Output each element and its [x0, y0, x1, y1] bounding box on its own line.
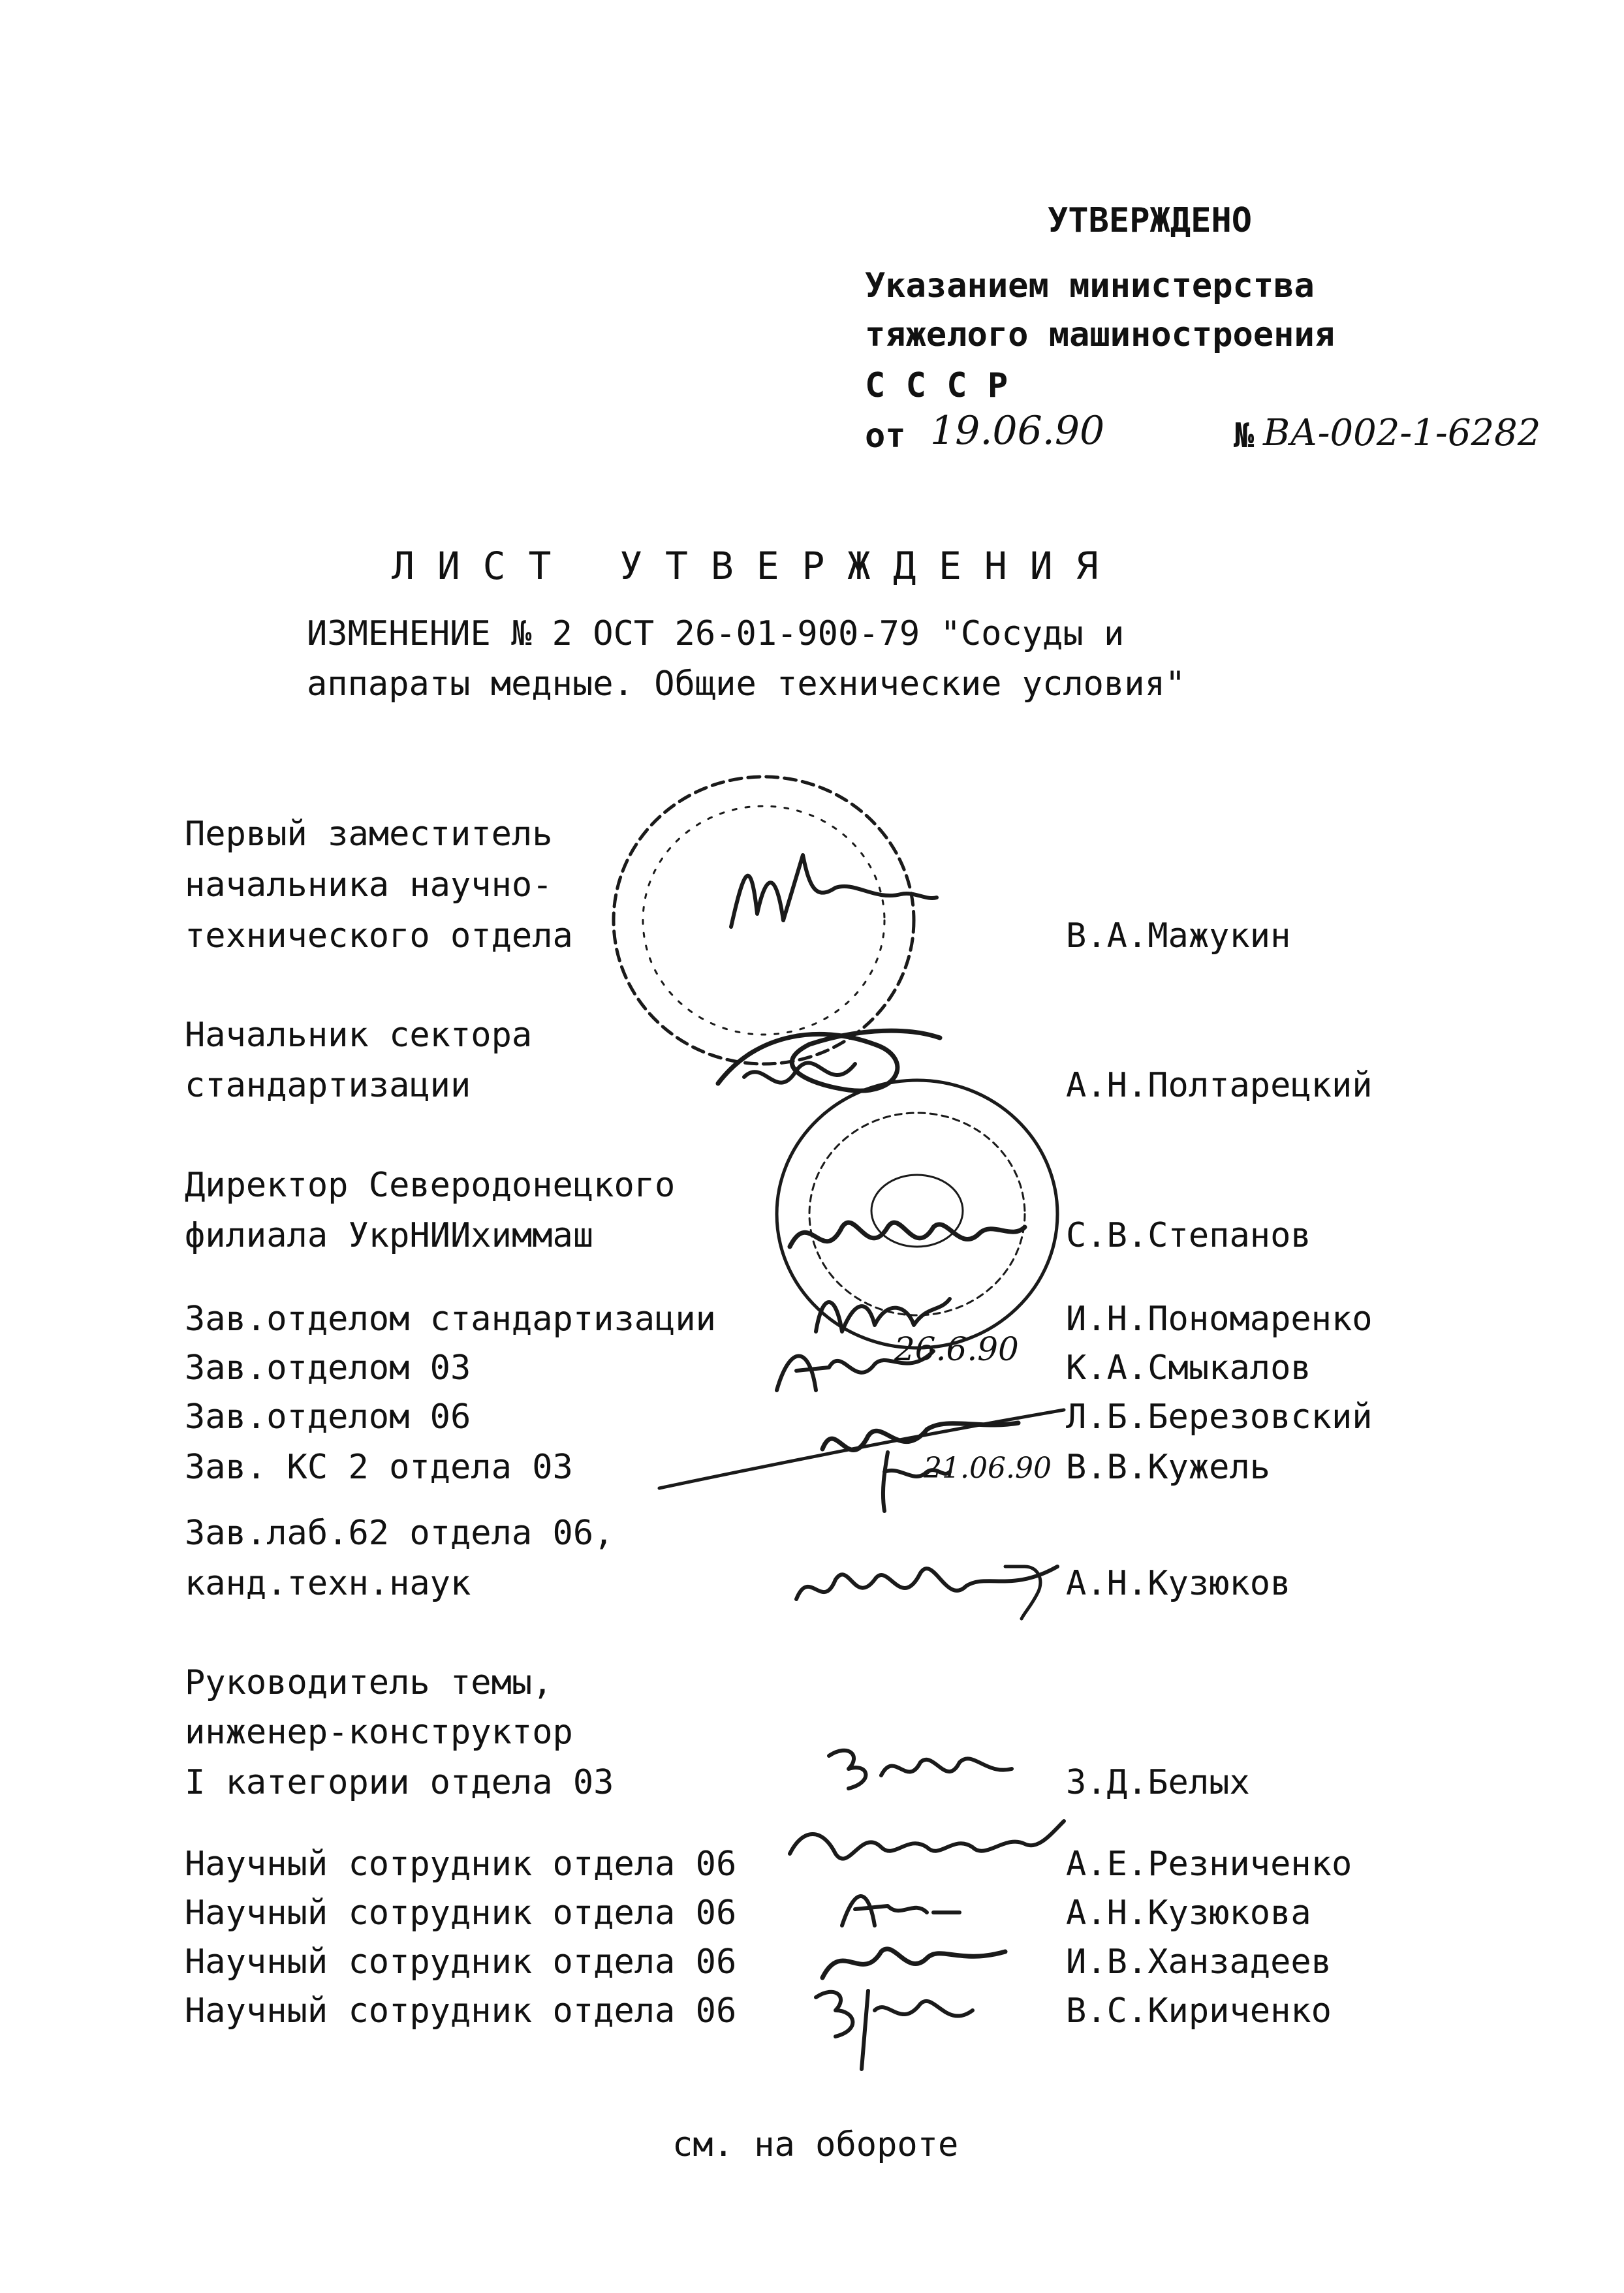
signature-mazhukin [705, 829, 940, 973]
signatory-4-position: Зав.отделом стандартизации [185, 1300, 716, 1339]
signature-kuzyukov [790, 1540, 1064, 1625]
approval-date: 19.06.90 [930, 408, 1105, 454]
signatory-3-position-line-2: филиала УкрНИИхиммаш [185, 1216, 594, 1255]
signatory-7-position: Зав. КС 2 отдела 03 [185, 1448, 573, 1487]
handwritten-date-1: 26.6.90 [894, 1330, 1019, 1368]
signatory-1-position-line-2: начальника научно- [185, 866, 553, 905]
signatory-3-name: С.В.Степанов [1066, 1216, 1311, 1255]
signatory-7-name: В.В.Кужель [1066, 1448, 1271, 1487]
signatory-1-position-line-3: технического отдела [185, 916, 573, 956]
signatory-9-name: З.Д.Белых [1066, 1763, 1250, 1802]
signatory-11-position: Научный сотрудник отдела 06 [185, 1894, 737, 1933]
approval-date-prefix: от [865, 416, 906, 456]
signatory-9-position-line-1: Руководитель темы, [185, 1663, 553, 1702]
document-title: Л И С Т У Т В Е Р Ж Д Е Н И Я [392, 544, 1099, 588]
title-line-2: аппараты медные. Общие технические условия" [307, 664, 1186, 704]
approval-heading: УТВЕРЖДЕНО [1048, 201, 1253, 240]
signatory-8-position-line-1: Зав.лаб.62 отдела 06, [185, 1514, 614, 1553]
signatory-10-name: А.Е.Резниченко [1066, 1845, 1352, 1884]
signatory-6-position: Зав.отделом 06 [185, 1397, 471, 1437]
handwritten-date-2: 21.06.90 [924, 1452, 1052, 1485]
title-line-1: ИЗМЕНЕНИЕ № 2 ОСТ 26-01-900-79 "Сосуды и [307, 614, 1125, 653]
signature-reznichenko [783, 1808, 1070, 1880]
signature-stepanov [783, 1194, 1031, 1273]
approval-line-1: Указанием министерства [865, 266, 1315, 305]
signatory-2-name: А.Н.Полтарецкий [1066, 1066, 1373, 1105]
signatory-1-name: В.А.Мажукин [1066, 916, 1291, 956]
signatory-4-name: И.Н.Пономаренко [1066, 1300, 1373, 1339]
signature-poltaretsky [705, 1005, 953, 1123]
signatory-1-position-line-1: Первый заместитель [185, 815, 553, 854]
signatory-10-position: Научный сотрудник отдела 06 [185, 1845, 737, 1884]
signatory-3-position-line-1: Директор Северодонецкого [185, 1166, 676, 1205]
signature-kirichenko [803, 1971, 999, 2076]
signatory-2-position-line-2: стандартизации [185, 1066, 471, 1105]
approval-number: ВА-002-1-6282 [1263, 412, 1541, 454]
signatory-12-position: Научный сотрудник отдела 06 [185, 1942, 737, 1982]
signatory-8-name: А.Н.Кузюков [1066, 1564, 1291, 1603]
signature-berezovsky [653, 1390, 1070, 1495]
signatory-9-position-line-3: I категории отдела 03 [185, 1763, 614, 1802]
signatory-9-position-line-2: инженер-конструктор [185, 1713, 573, 1752]
approval-line-3: С С С Р [865, 366, 1008, 405]
footer-note: см. на обороте [672, 2125, 959, 2164]
signatory-5-position: Зав.отделом 03 [185, 1349, 471, 1388]
signature-kuzhel [875, 1446, 953, 1518]
signatory-8-position-line-2: канд.техн.наук [185, 1564, 471, 1603]
signatory-11-name: А.Н.Кузюкова [1066, 1894, 1311, 1933]
signatory-2-position-line-1: Начальник сектора [185, 1016, 533, 1055]
signatory-5-name: К.А.Смыкалов [1066, 1349, 1311, 1388]
signatory-6-name: Л.Б.Березовский [1066, 1397, 1373, 1437]
approval-number-prefix: № [1234, 416, 1255, 456]
signatory-13-position: Научный сотрудник отдела 06 [185, 1991, 737, 2031]
signatory-12-name: И.В.Ханзадеев [1066, 1942, 1332, 1982]
signature-belykh [822, 1730, 1018, 1808]
approval-line-2: тяжелого машиностроения [865, 315, 1335, 354]
signatory-13-name: В.С.Кириченко [1066, 1991, 1332, 2031]
